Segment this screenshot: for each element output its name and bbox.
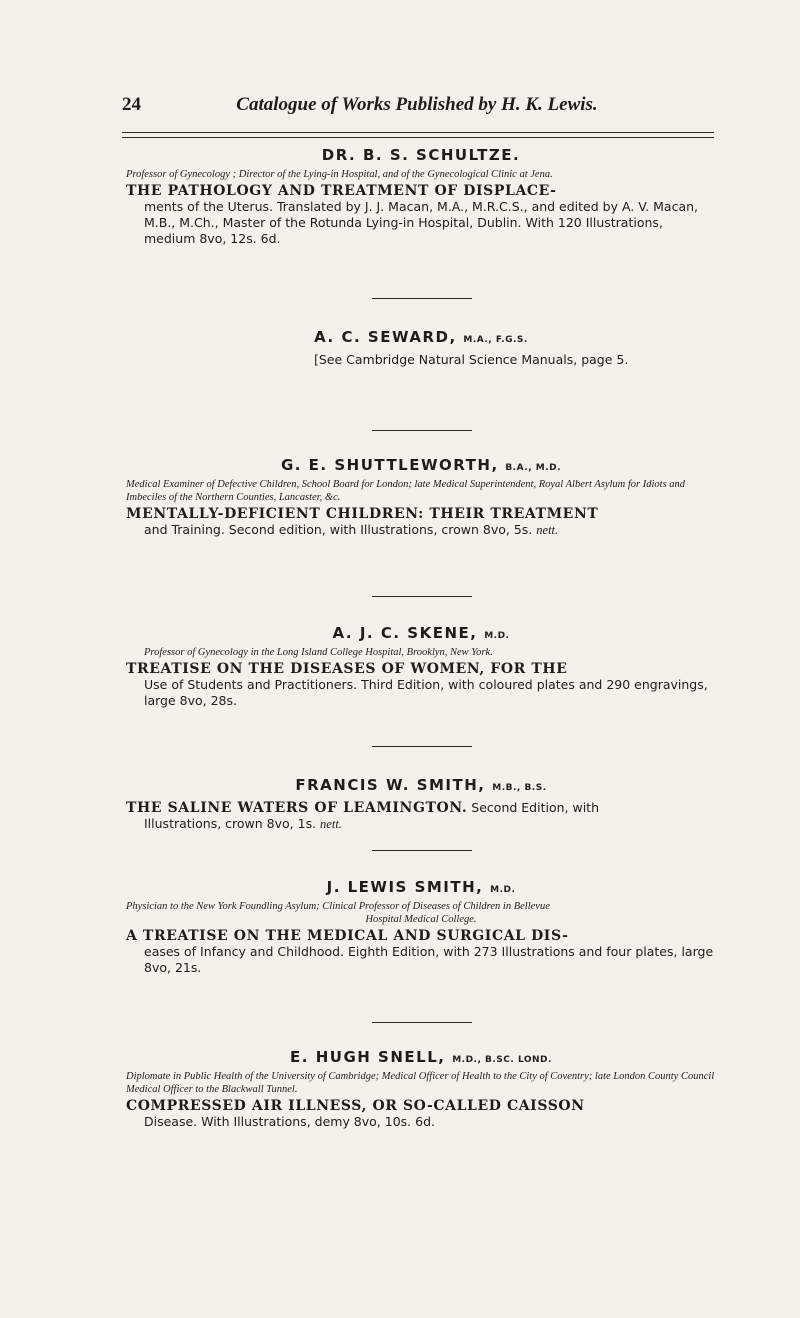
running-title: Catalogue of Works Published by H. K. Lewis. — [236, 94, 598, 115]
catalogue-entry — [126, 328, 716, 368]
entry-separator — [372, 746, 472, 747]
nett-label: nett. — [320, 817, 342, 831]
book-title: THE SALINE WATERS OF LEAMINGTON. — [126, 800, 468, 816]
author-affiliation: Professor of Gynecology ; Director of the Lying-in Hospital, and of the Gynecological Clinic at Jena. — [126, 169, 553, 180]
entry-separator — [372, 850, 472, 851]
author-affiliation: Professor of Gynecology in the Long Island College Hospital, Brooklyn, New York. — [144, 647, 493, 658]
entry-body-text: and Training. Second edition, with Illustrations, crown 8vo, 5s. — [144, 522, 533, 537]
author-text: A. J. C. SKENE, — [332, 624, 478, 642]
author-text: FRANCIS W. SMITH, — [295, 776, 486, 794]
entry-separator — [372, 596, 472, 597]
author-text: DR. B. S. SCHULTZE. — [321, 146, 521, 164]
entry-separator — [372, 430, 472, 431]
author-affiliation: Diplomate in Public Health of the University of Cambridge; Medical Officer of Health to the City of Coventry; late London County Council Medical Officer to the Blackwall Tunnel. — [126, 1071, 715, 1095]
book-title: MENTALLY-DEFICIENT CHILDREN: THEIR TREATMENT — [126, 506, 599, 522]
author-degrees: M.D. — [484, 631, 510, 641]
author-degrees: M.D. — [490, 885, 516, 895]
author-affiliation-cont: Hospital Medical College. — [365, 914, 477, 925]
author-text: J. LEWIS SMITH, — [326, 878, 484, 896]
catalogue-entry — [126, 1048, 716, 1130]
author-degrees: B.A., M.D. — [505, 463, 562, 473]
entry-body — [126, 816, 716, 832]
author-degrees: M.D., B.SC. LOND. — [452, 1055, 552, 1065]
catalogue-entry — [126, 776, 716, 832]
catalogue-entry — [126, 878, 716, 976]
entry-body: Use of Students and Practitioners. Third Edition, with coloured plates and 290 engravings, large 8vo, 28s. — [144, 677, 708, 708]
author-affiliation: Physician to the New York Foundling Asylum; Clinical Professor of Diseases of Children in Bellevue — [126, 901, 550, 912]
book-title: TREATISE ON THE DISEASES OF WOMEN, FOR THE — [126, 661, 568, 677]
book-title: THE PATHOLOGY AND TREATMENT OF DISPLACE- — [126, 183, 557, 199]
entry-separator — [372, 1022, 472, 1023]
entry-description — [126, 661, 716, 709]
author-name — [126, 776, 716, 794]
entry-body: ments of the Uterus. Translated by J. J. Macan, M.A., M.R.C.S., and edited by A. V. Macan, M.B., M.Ch., Master of the Rotunda Lying-in Hospital, Dublin. With 120 Illustrations, medium 8vo, 12s. 6d. — [144, 199, 698, 246]
author-name — [126, 328, 716, 346]
author-text: G. E. SHUTTLEWORTH, — [280, 456, 499, 474]
nett-label: nett. — [536, 523, 559, 537]
entry-body: Disease. With Illustrations, demy 8vo, 10s. 6d. — [144, 1114, 435, 1129]
author-name — [126, 878, 716, 896]
entry-body — [126, 522, 716, 538]
catalogue-entry — [126, 624, 716, 709]
author-name — [126, 146, 716, 164]
author-degrees: M.B., B.S. — [492, 783, 547, 793]
author-text: E. HUGH SNELL, — [290, 1048, 446, 1066]
entry-description — [126, 183, 716, 247]
page-number: 24 — [122, 94, 141, 115]
entry-body: eases of Infancy and Childhood. Eighth Edition, with 273 Illustrations and four plates, large 8vo, 21s. — [144, 944, 714, 975]
author-name — [126, 456, 716, 474]
catalogue-entry — [126, 146, 716, 247]
catalogue-entry — [126, 456, 716, 538]
title-continuation: Second Edition, with — [471, 800, 599, 815]
author-degrees: M.A., F.G.S. — [463, 335, 528, 345]
entry-body-text: Illustrations, crown 8vo, 1s. — [144, 816, 317, 831]
author-name — [126, 624, 716, 642]
entry-separator — [372, 298, 472, 299]
entry-description — [126, 1098, 716, 1130]
author-affiliation: Medical Examiner of Defective Children, School Board for London; late Medical Superintendent, Royal Albert Asylum for Idiots and Imbeciles of the Northern Counties, Lancaster, &c. — [126, 479, 686, 503]
author-text: A. C. SEWARD, — [314, 328, 457, 346]
page-header — [122, 94, 712, 124]
cross-reference: [See Cambridge Natural Science Manuals, page 5. — [314, 352, 629, 367]
entry-description — [126, 506, 716, 538]
book-title: COMPRESSED AIR ILLNESS, OR SO-CALLED CAISSON — [126, 1098, 585, 1114]
header-double-rule — [122, 132, 714, 138]
author-name — [126, 1048, 716, 1066]
entry-description — [126, 800, 716, 832]
entry-description — [126, 928, 716, 976]
book-title: A TREATISE ON THE MEDICAL AND SURGICAL DIS- — [126, 928, 569, 944]
